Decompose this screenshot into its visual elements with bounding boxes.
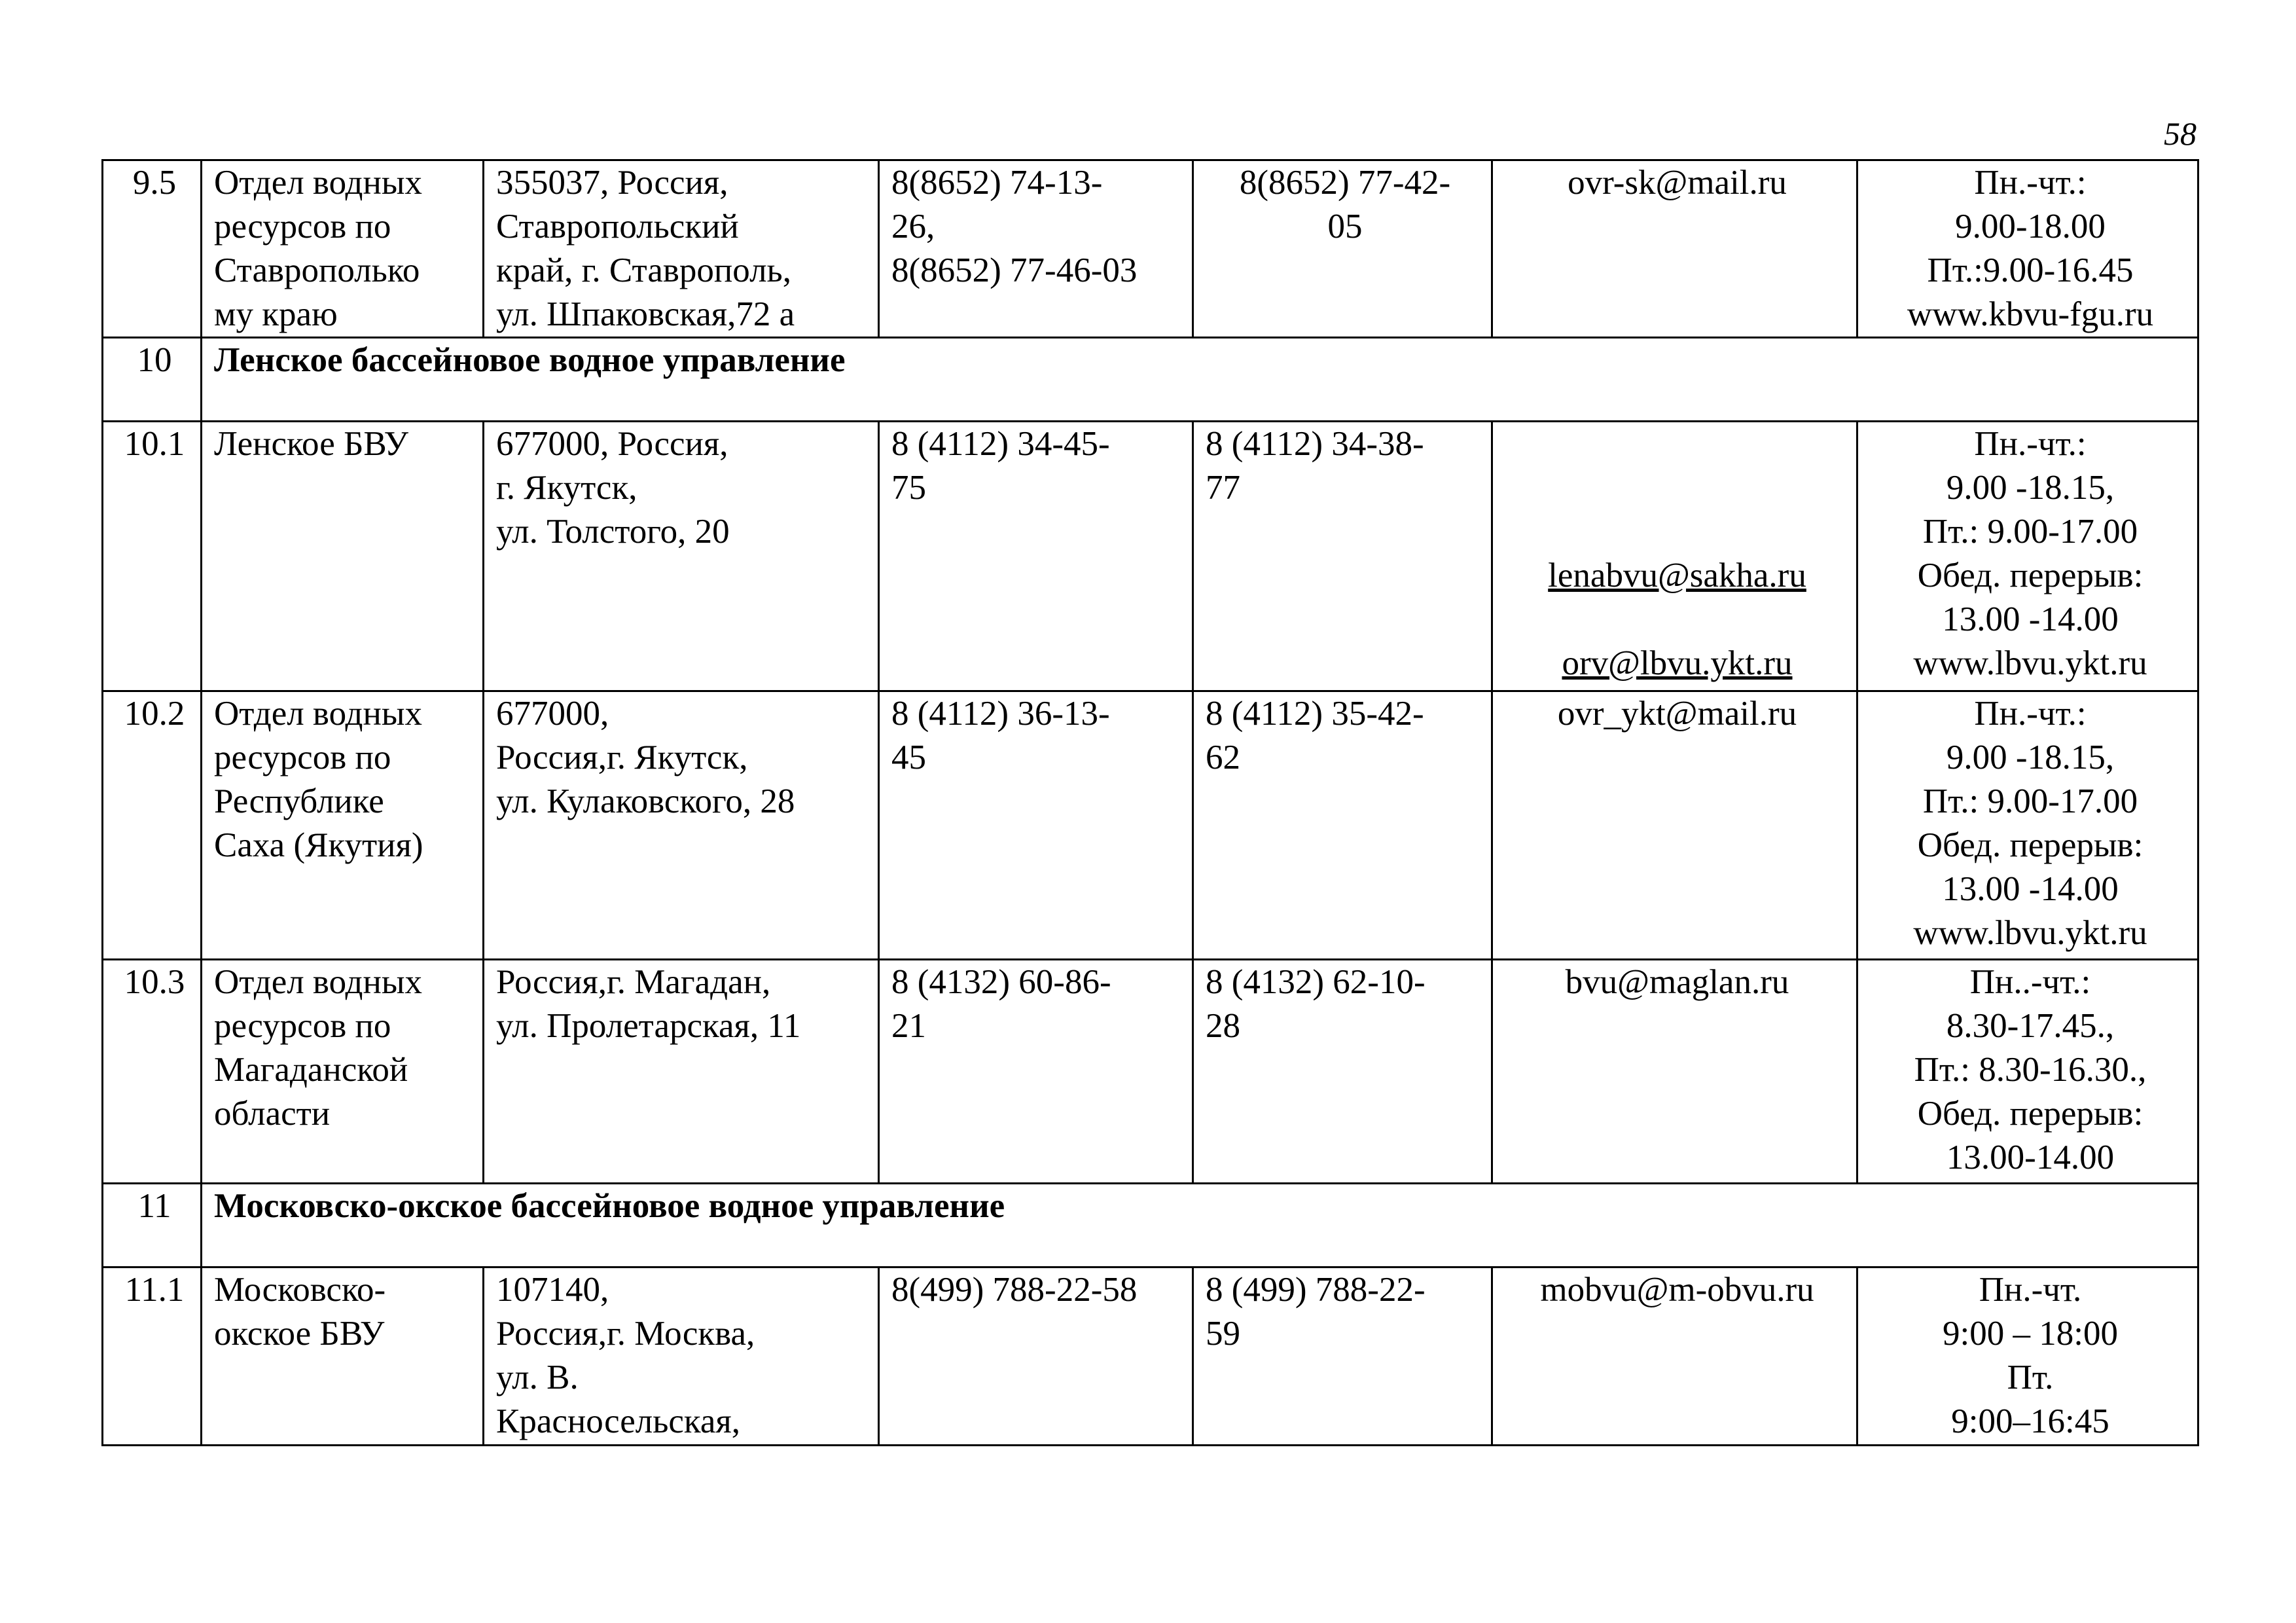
phone: 8(8652) 74-13- 26, 8(8652) 77-46-03	[879, 160, 1193, 338]
working-hours: Пн.-чт.: 9.00-18.00 Пт.:9.00-16.45 www.kbvu-fgu.ru	[1857, 160, 2198, 338]
email: bvu@maglan.ru	[1492, 960, 1857, 1184]
working-hours: Пн.-чт.: 9.00 -18.15, Пт.: 9.00-17.00 Обед. перерыв: 13.00 -14.00 www.lbvu.ykt.ru	[1857, 691, 2198, 960]
address: 355037, Россия, Ставропольский край, г. Ставрополь, ул. Шпаковская,72 а	[484, 160, 879, 338]
table-row	[103, 160, 2198, 338]
phone: 8 (4112) 34-45- 75	[879, 422, 1193, 691]
section-row	[103, 338, 2198, 422]
fax: 8 (4112) 35-42- 62	[1193, 691, 1492, 960]
email-link-orv[interactable]: orv@lbvu.ykt.ru	[1562, 644, 1793, 682]
phone: 8 (4132) 60-86- 21	[879, 960, 1193, 1184]
department-name: Отдел водных ресурсов по Ставрополько му краю	[202, 160, 484, 338]
address: 677000, Россия, г. Якутск, ул. Толстого, 20	[484, 422, 879, 691]
phone: 8 (4112) 36-13- 45	[879, 691, 1193, 960]
fax: 8 (499) 788-22- 59	[1193, 1267, 1492, 1446]
table-row	[103, 422, 2198, 691]
working-hours: Пн..-чт.: 8.30-17.45., Пт.: 8.30-16.30., Обед. перерыв: 13.00-14.00	[1857, 960, 2198, 1184]
email: mobvu@m-obvu.ru	[1492, 1267, 1857, 1446]
row-number: 11.1	[103, 1267, 202, 1446]
email: ovr_ykt@mail.ru	[1492, 691, 1857, 960]
email-link-lenabvu[interactable]: lenabvu@sakha.ru	[1548, 556, 1806, 594]
phone: 8(499) 788-22-58	[879, 1267, 1193, 1446]
section-title: Ленское бассейновое водное управление	[202, 338, 2198, 422]
row-number: 10.2	[103, 691, 202, 960]
fax: 8 (4132) 62-10- 28	[1193, 960, 1492, 1184]
department-name: Ленское БВУ	[202, 422, 484, 691]
working-hours: Пн.-чт.: 9.00 -18.15, Пт.: 9.00-17.00 Обед. перерыв: 13.00 -14.00 www.lbvu.ykt.ru	[1857, 422, 2198, 691]
section-number: 10	[103, 338, 202, 422]
address: Россия,г. Магадан, ул. Пролетарская, 11	[484, 960, 879, 1184]
row-number: 10.3	[103, 960, 202, 1184]
table-row	[103, 1267, 2198, 1446]
table-row	[103, 960, 2198, 1184]
department-name: Отдел водных ресурсов по Магаданской области	[202, 960, 484, 1184]
department-name: Отдел водных ресурсов по Республике Саха (Якутия)	[202, 691, 484, 960]
row-number: 9.5	[103, 160, 202, 338]
address: 677000, Россия,г. Якутск, ул. Кулаковского, 28	[484, 691, 879, 960]
email: ovr-sk@mail.ru	[1492, 160, 1857, 338]
contacts-table	[101, 159, 2199, 1446]
section-number: 11	[103, 1184, 202, 1267]
address: 107140, Россия,г. Москва, ул. В. Красносельская,	[484, 1267, 879, 1446]
section-title: Московско-окское бассейновое водное управление	[202, 1184, 2198, 1267]
department-name: Московско- окское БВУ	[202, 1267, 484, 1446]
page-number: 58	[2164, 115, 2197, 152]
fax: 8 (4112) 34-38- 77	[1193, 422, 1492, 691]
fax: 8(8652) 77-42- 05	[1193, 160, 1492, 338]
working-hours: Пн.-чт. 9:00 – 18:00 Пт. 9:00–16:45	[1857, 1267, 2198, 1446]
email	[1492, 422, 1857, 691]
table-row	[103, 691, 2198, 960]
section-row	[103, 1184, 2198, 1267]
row-number: 10.1	[103, 422, 202, 691]
